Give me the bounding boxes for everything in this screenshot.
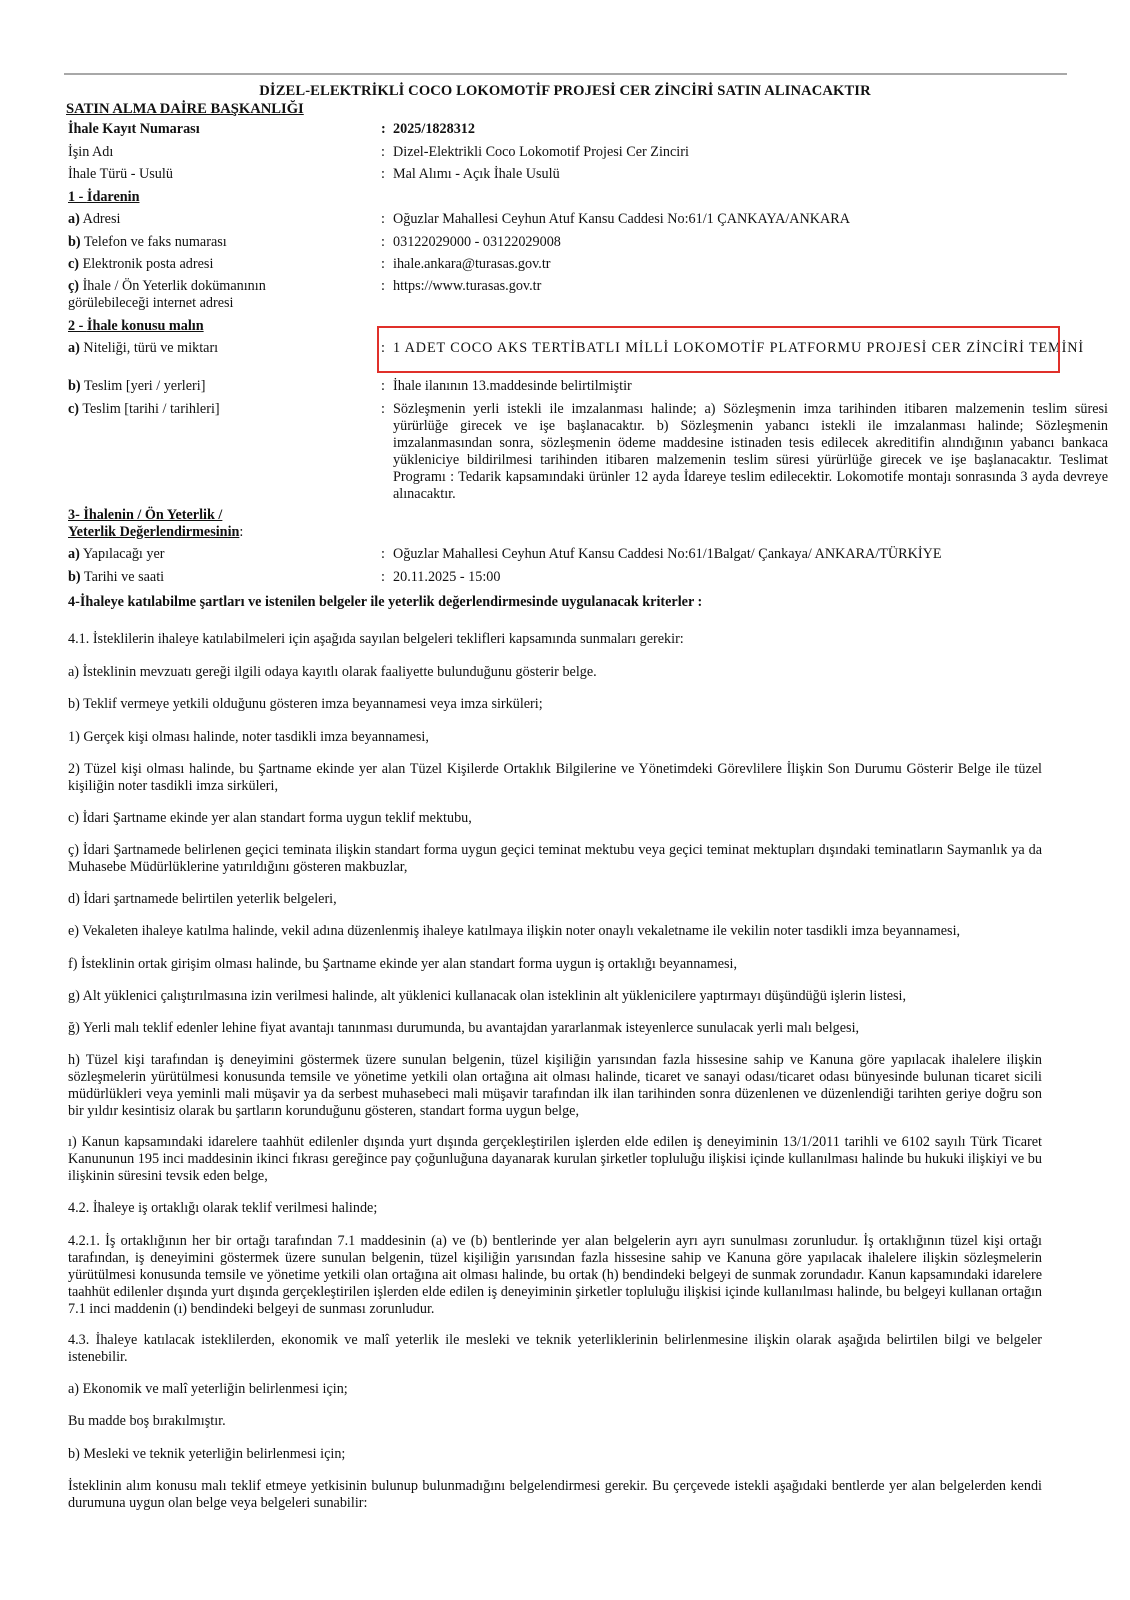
value-teslim-tarihi: Sözleşmenin yerli istekli ile imzalanması halinde; a) Sözleşmenin imza tarihinden itibaren malzemenin teslim süresi yürürlüğe girecek ve işe başlanacaktır. b) Sözleşmenin yabancı istekli ile imzalanması halinde; Sözleşmenin imzalanmasından sonra, sözleşmenin ödeme maddesine istinaden tesis edilecek akreditifin alındığının yabancı bankaca yükleniciye bildirilmesi tarihinden itibaren malzemenin teslim süresi yürürlüğe girecek ve işe başlanacaktır. Teslimat Programı : Tedarik kapsamındaki ürünler 12 ayda İdareye teslim edilecektir. Lokomotife montajı sonrasında 3 ayda devreye alınacaktır.	[393, 401, 1108, 502]
section-1-heading	[68, 189, 140, 206]
label-internet-text-1: İhale / Ön Yeterlik dokümanının	[79, 278, 266, 294]
label-eposta-key: c)	[68, 256, 80, 272]
paragraph: a) İsteklinin mevzuatı gereği ilgili odaya kayıtlı olarak faaliyette bulunduğunu gösterir belge.	[68, 664, 597, 680]
paragraph: İsteklinin alım konusu malı teklif etmeye yetkisinin bulunup bulunmadığını belgelendirmesi gerekir. Bu çerçevede istekli aşağıdaki bentlerde yer alan belgelerden kendi durumuna uygun olan belge veya belgeleri sunabilir:	[68, 1478, 1042, 1511]
label-adres-key: a)	[68, 211, 80, 227]
section-3-heading	[68, 507, 243, 541]
label-adres-text: Adresi	[79, 211, 121, 227]
paragraph: b) Mesleki ve teknik yeterliğin belirlenmesi için;	[68, 1446, 346, 1462]
document-title: DİZEL-ELEKTRİKLİ COCO LOKOMOTİF PROJESİ CER ZİNCİRİ SATIN ALINACAKTIR	[259, 83, 871, 99]
paragraph: 1) Gerçek kişi olması halinde, noter tasdikli imza beyannamesi,	[68, 729, 429, 745]
label-niteligi	[68, 340, 373, 357]
paragraph: c) İdari Şartname ekinde yer alan standart forma uygun teklif mektubu,	[68, 810, 472, 826]
separator: :	[381, 211, 385, 227]
paragraph: 2) Tüzel kişi olması halinde, bu Şartname ekinde yer alan Tüzel Kişilerde Ortaklık Bilgilerine ve Yönetimdeki Görevlilere İlişkin Son Durumu Gösterir Belge ile tüzel kişiliğin noter tasdikli imza sirküleri,	[68, 761, 1042, 794]
label-yer-key: a)	[68, 546, 80, 562]
value-ihale-turu: Mal Alımı - Açık İhale Usulü	[393, 166, 560, 182]
value-niteligi: 1 ADET COCO AKS TERTİBATLI MİLLİ LOKOMOTİF PLATFORMU PROJESİ CER ZİNCİRİ TEMİNİ	[393, 340, 1084, 356]
paragraph: g) Alt yüklenici çalıştırılmasına izin verilmesi halinde, alt yüklenici kullanacak olan isteklinin alt yüklenicilere yaptırmayı düşündüğü işlerin listesi,	[68, 988, 907, 1004]
label-telefon-key: b)	[68, 234, 81, 250]
paragraph: e) Vekaleten ihaleye katılma halinde, vekil adına düzenlenmiş ihaleye katılmaya ilişkin noter onaylı vekaletname ile vekilin noter tasdikli imza beyannamesi,	[68, 923, 961, 939]
label-telefon	[68, 234, 373, 251]
paragraph: 4.1. İsteklilerin ihaleye katılabilmeleri için aşağıda sayılan belgeleri teklifleri kapsamında sunmaları gerekir:	[68, 631, 684, 647]
paragraph: b) Teklif vermeye yetkili olduğunu gösteren imza beyannamesi veya imza sirküleri;	[68, 696, 543, 712]
label-telefon-text: Telefon ve faks numarası	[80, 234, 227, 250]
section-2-heading	[68, 318, 204, 335]
value-kayit-numarasi: 2025/1828312	[393, 121, 475, 137]
paragraph: f) İsteklinin ortak girişim olması halinde, bu Şartname ekinde yer alan standart forma uygun iş ortaklığı beyannamesi,	[68, 956, 738, 972]
label-tarih-saat	[68, 569, 373, 586]
paragraph: d) İdari şartnamede belirtilen yeterlik belgeleri,	[68, 891, 337, 907]
label-kayit-numarasi: İhale Kayıt Numarası	[68, 121, 200, 137]
separator: :	[381, 234, 385, 250]
paragraph: 4.3. İhaleye katılacak isteklilerden, ekonomik ve malî yeterlik ile mesleki ve teknik yeterliklerinin belirlenmesine ilişkin olarak aşağıda belirtilen bilgi ve belgeler istenebilir.	[68, 1332, 1042, 1365]
separator: :	[381, 569, 385, 585]
paragraph: ı) Kanun kapsamındaki idarelere taahhüt edilenler dışında yurt dışında gerçekleştirilen işlerden elde edilen iş deneyiminin 13/1/2011 tarihli ve 6102 sayılı Türk Ticaret Kanununun 195 inci maddesinin ikinci fıkrası gereğince pay çoğunluğuna dayanarak kurulan şirketler topluluğu ilişkisi içinde kullanılması halinde bu hukuki ilişkiyi ve bu ilişkinin süresini tevsik eden belge,	[68, 1134, 1042, 1184]
paragraph: ç) İdari Şartnamede belirlenen geçici teminata ilişkin standart forma uygun geçici teminat mektubu veya geçici teminat mektupları dışındaki teminatların Saymanlık ya da Muhasebe Müdürlüklerine yatırıldığını gösteren makbuzlar,	[68, 842, 1042, 875]
value-internet-adresi: https://www.turasas.gov.tr	[393, 278, 542, 294]
section-2-number: 2 -	[68, 318, 87, 334]
label-niteligi-text: Niteliği, türü ve miktarı	[79, 340, 219, 356]
section-3-title-line-1: 3- İhalenin / Ön Yeterlik /	[68, 507, 223, 523]
highlight-box	[377, 326, 1060, 373]
label-teslim-tarihi	[68, 401, 373, 418]
label-niteligi-key: a)	[68, 340, 80, 356]
separator: :	[381, 144, 385, 160]
value-yapilacagi-yer: Oğuzlar Mahallesi Ceyhun Atuf Kansu Caddesi No:61/1Balgat/ Çankaya/ ANKARA/TÜRKİYE	[393, 546, 942, 562]
section-1-number: 1 -	[68, 189, 87, 205]
separator: :	[381, 340, 385, 356]
top-rule	[64, 73, 1067, 75]
value-tarih-saat: 20.11.2025 - 15:00	[393, 569, 501, 585]
label-eposta	[68, 256, 373, 273]
separator: :	[381, 256, 385, 272]
section-2-title: İhale konusu malın	[86, 318, 204, 334]
paragraph: ğ) Yerli malı teklif edenler lehine fiyat avantajı tanınması durumunda, bu avantajdan yararlanmak isteyenlerce sunulacak yerli malı belgesi,	[68, 1020, 860, 1036]
value-eposta: ihale.ankara@turasas.gov.tr	[393, 256, 551, 272]
department-name: SATIN ALMA DAİRE BAŞKANLIĞI	[66, 101, 304, 117]
value-telefon: 03122029000 - 03122029008	[393, 234, 561, 250]
separator: :	[381, 401, 385, 417]
separator: :	[381, 121, 386, 137]
label-yer-text: Yapılacağı yer	[79, 546, 165, 562]
paragraph: a) Ekonomik ve malî yeterliğin belirlenmesi için;	[68, 1381, 348, 1397]
label-internet-text-2: görülebileceği internet adresi	[68, 295, 234, 311]
separator: :	[381, 278, 385, 294]
label-ihale-turu: İhale Türü - Usulü	[68, 166, 173, 182]
label-teslim-yeri-key: b)	[68, 378, 81, 394]
separator: :	[381, 378, 385, 394]
label-teslim-tarihi-key: c)	[68, 401, 80, 417]
separator: :	[381, 166, 385, 182]
label-adres	[68, 211, 373, 228]
label-eposta-text: Elektronik posta adresi	[79, 256, 214, 272]
value-teslim-yeri: İhale ilanının 13.maddesinde belirtilmiştir	[393, 378, 632, 394]
label-teslim-yeri	[68, 378, 373, 395]
section-4-heading: 4-İhaleye katılabilme şartları ve istenilen belgeler ile yeterlik değerlendirmesinde uygulanacak kriterler :	[68, 594, 703, 610]
label-yapilacagi-yer	[68, 546, 373, 563]
paragraph: 4.2. İhaleye iş ortaklığı olarak teklif verilmesi halinde;	[68, 1200, 378, 1216]
paragraph: h) Tüzel kişi tarafından iş deneyimini göstermek üzere sunulan belgenin, tüzel kişiliğin yarısından fazla hissesine sahip ve Kanuna göre yapılacak ihalelere ilişkin sözleşmelerin yürütülmesi konusunda temsile ve yönetime yetkili olan ortağına ait olması halinde, ticaret ve sanayi odası/ticaret odası bünyesinde bulunan ticaret sicili müdürlükleri veya yeminli mali müşavir ya da serbest muhasebeci mali müşavir tarafından ilk ilan tarihinden sonra düzenlenen ve düzenlendiği tarihten geriye doğru son bir yıldır kesintisiz olarak bu şartların korunduğunu gösteren, standart forma uygun belge,	[68, 1052, 1042, 1119]
label-teslim-yeri-text: Teslim [yeri / yerleri]	[80, 378, 206, 394]
section-3-colon: :	[239, 524, 244, 540]
label-isin-adi: İşin Adı	[68, 144, 114, 160]
separator: :	[381, 546, 385, 562]
paragraph: Bu madde boş bırakılmıştır.	[68, 1413, 226, 1429]
label-tarih-text: Tarihi ve saati	[80, 569, 165, 585]
section-3-title-line-2: Yeterlik Değerlendirmesinin	[68, 524, 240, 540]
label-teslim-tarihi-text: Teslim [tarihi / tarihleri]	[79, 401, 220, 417]
section-1-title: İdarenin	[86, 189, 140, 205]
label-tarih-key: b)	[68, 569, 81, 585]
value-isin-adi: Dizel-Elektrikli Coco Lokomotif Projesi Cer Zinciri	[393, 144, 689, 160]
paragraph: 4.2.1. İş ortaklığının her bir ortağı tarafından 7.1 maddesinin (a) ve (b) bentlerinde yer alan belgelerin ayrı ayrı sunulması zorunludur. İş ortaklığının tüzel kişi ortağı tarafından, iş deneyimini göstermek üzere sunulan belgenin, tüzel kişiliğin yarısından fazla hissesine sahip ve Kanuna göre yapılacak ihalelere ilişkin sözleşmelerin yürütülmesi konusunda temsile ve yönetime yetkili olan ortağına ait olması halinde, bu ortak (h) bendindeki belgeyi de sunmak zorundadır. Kanun kapsamındaki idarelere taahhüt edilenler dışında yurt dışında gerçekleştirilen işlerden elde edilen iş deneyiminin şirketler topluluğu ilişkisi içinde kullanılması halinde, bu belgeyi kullanan ortağın 7.1 inci maddenin (ı) bendindeki belgeyi de sunması zorunludur.	[68, 1233, 1042, 1317]
value-adres: Oğuzlar Mahallesi Ceyhun Atuf Kansu Caddesi No:61/1 ÇANKAYA/ANKARA	[393, 211, 850, 227]
label-internet-adresi	[68, 278, 373, 312]
label-internet-key: ç)	[68, 278, 80, 294]
